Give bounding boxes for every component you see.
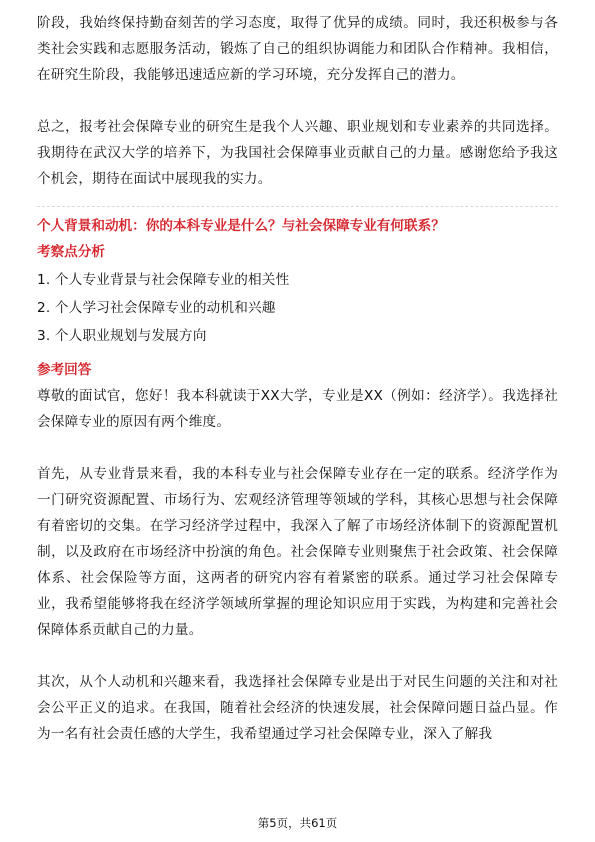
answer-paragraph: 尊敬的面试官，您好！我本科就读于XX大学，专业是XX（例如：经济学）。我选择社会保障专业的原因有两个维度。 <box>37 388 558 430</box>
answer-paragraph: 首先，从专业背景来看，我的本科专业与社会保障专业存在一定的联系。经济学作为一门研究资源配置、市场行为、宏观经济管理等领域的学科，其核心思想与社会保障有着密切的交集。在学习经济学过程中，我深入了解了市场经济体制下的资源配置机制，以及政府在市场经济中扮演的角色。社会保障专业则聚焦于社会政策、社会保障体系、社会保险等方面，这两者的研究内容有着紧密的联系。通过学习社会保障专业，我希望能够将我在经济学领域所掌握的理论知识应用于实践，为构建和完善社会保障体系贡献自己的力量。 <box>37 466 558 638</box>
paragraph-gap <box>37 88 558 114</box>
analysis-heading: 考察点分析 <box>37 244 105 260</box>
analysis-point: 1. 个人专业背景与社会保障专业的相关性 <box>37 272 290 288</box>
paragraph-gap <box>37 435 558 461</box>
paragraph-gap <box>37 643 558 669</box>
document-page <box>37 10 558 747</box>
question-heading: 个人背景和动机：你的本科专业是什么？与社会保障专业有何联系？ <box>37 218 445 234</box>
answer-paragraph: 其次，从个人动机和兴趣来看，我选择社会保障专业是出于对民生问题的关注和对社会公平正义的追求。在我国，随着社会经济的快速发展，社会保障问题日益凸显。作为一名有社会责任感的大学生，我希望通过学习社会保障专业，深入了解我 <box>37 674 558 742</box>
analysis-point-list <box>37 267 558 349</box>
intro-paragraph: 阶段，我始终保持勤奋刻苦的学习态度，取得了优异的成绩。同时，我还积极参与各类社会实践和志愿服务活动，锻炼了自己的组织协调能力和团队合作精神。我相信，在研究生阶段，我能够迅速适应新的学习环境，充分发挥自己的潜力。 <box>37 15 558 83</box>
conclusion-paragraph: 总之，报考社会保障专业的研究生是我个人兴趣、职业规划和专业素养的共同选择。我期待在武汉大学的培养下，为我国社会保障事业贡献自己的力量。感谢您给予我这个机会，期待在面试中展现我的实力。 <box>37 119 558 187</box>
analysis-point: 3. 个人职业规划与发展方向 <box>37 328 207 344</box>
analysis-point: 2. 个人学习社会保障专业的动机和兴趣 <box>37 300 276 316</box>
page-number-footer: 第5页，共61页 <box>257 816 338 830</box>
section-divider <box>37 206 558 207</box>
answer-heading: 参考回答 <box>37 362 92 378</box>
